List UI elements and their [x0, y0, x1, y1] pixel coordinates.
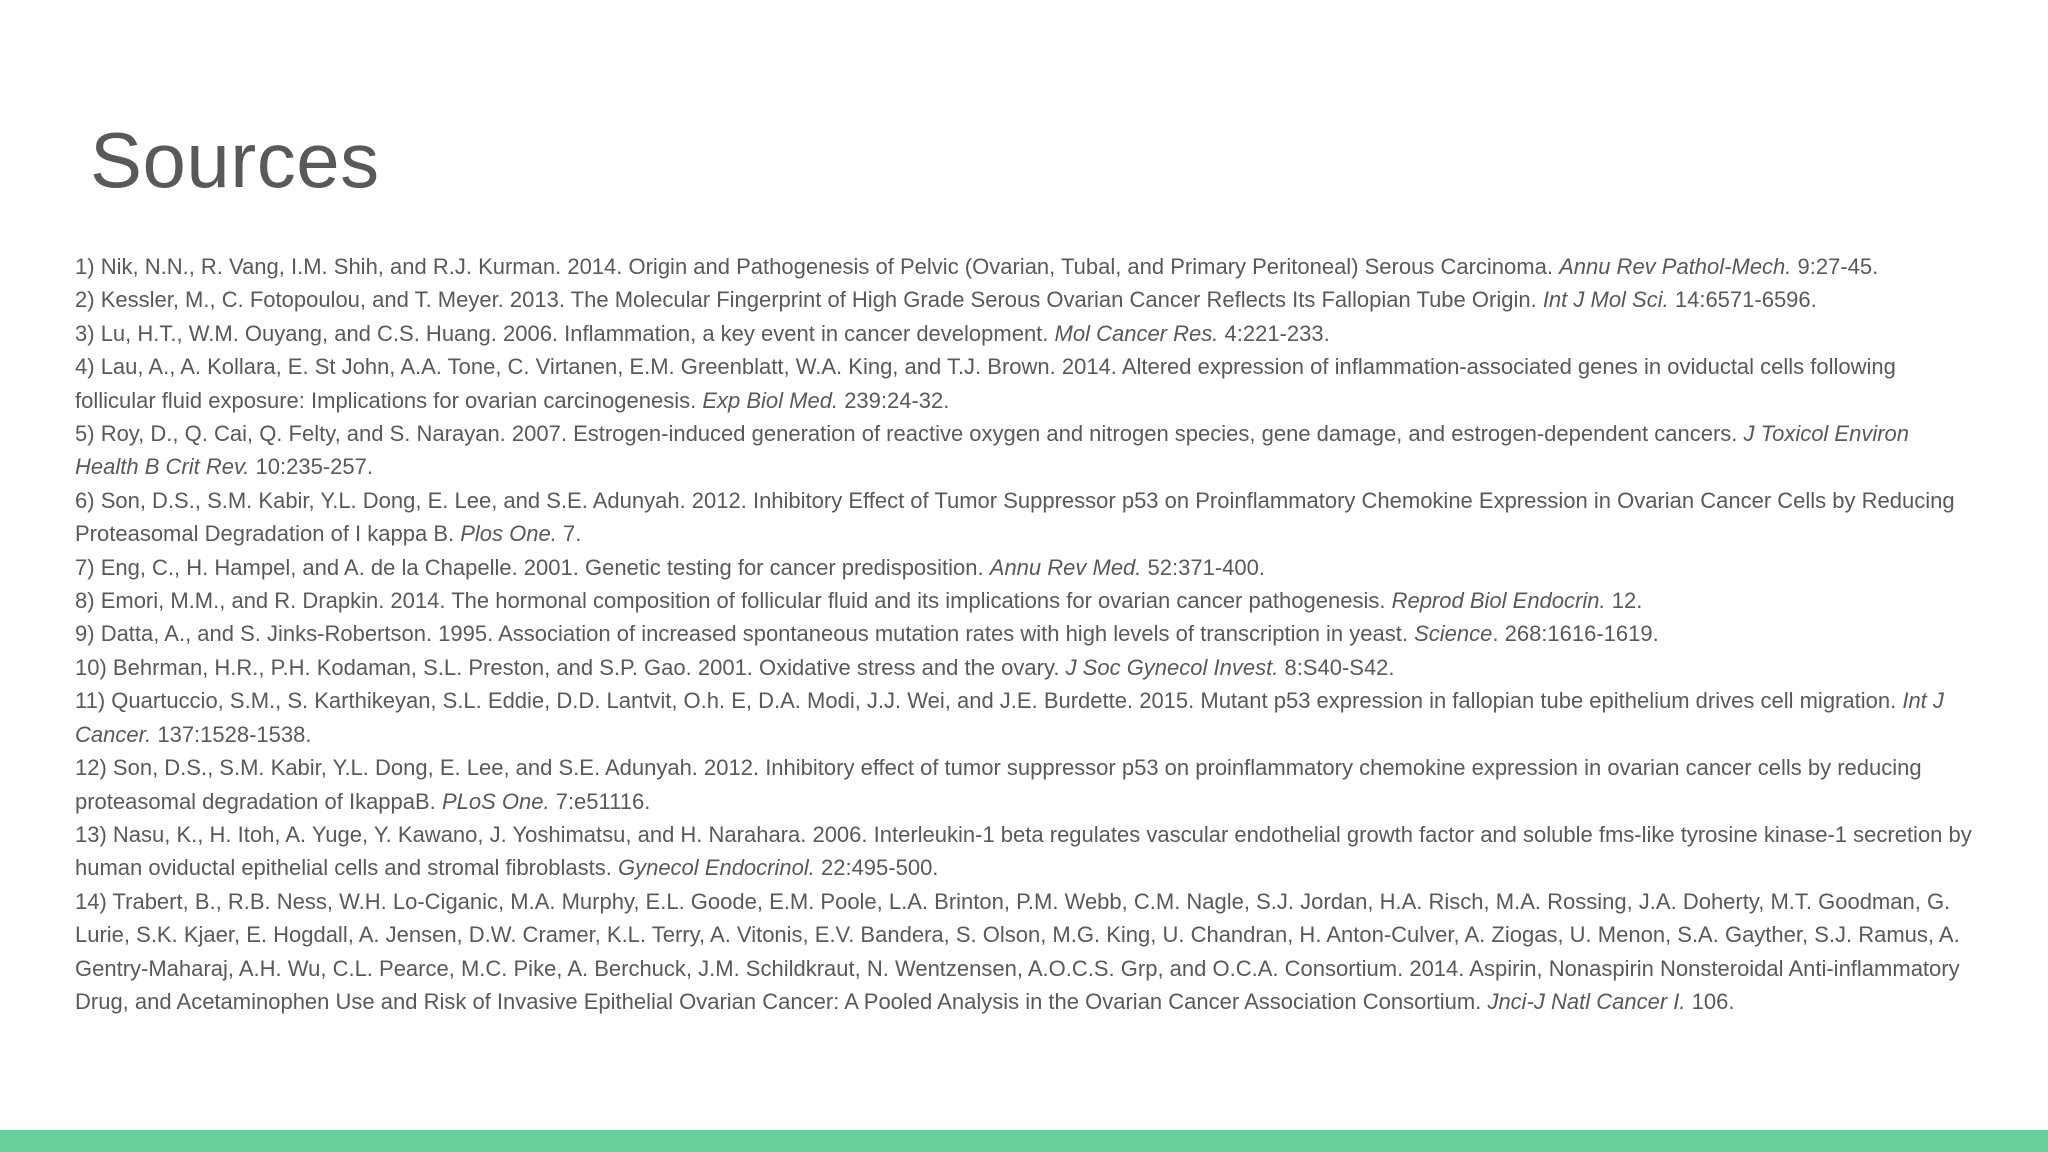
reference-citation: Kessler, M., C. Fotopoulou, and T. Meyer. 2013. The Molecular Fingerprint of High Grade Serous Ovarian Cancer Reflects Its Fallopian Tube Origin. — [100, 287, 1537, 313]
reference-volume-pages: 8:S40-S42. — [1284, 654, 1395, 680]
reference-journal: Gynecol Endocrinol. — [617, 855, 815, 881]
reference-item — [75, 751, 1975, 818]
reference-volume-pages: 4:221-233. — [1224, 320, 1330, 346]
reference-item — [75, 617, 1975, 650]
reference-journal: Annu Rev Pathol-Mech. — [1559, 254, 1792, 279]
page-title: Sources — [90, 116, 380, 204]
reference-journal: Plos One. — [460, 521, 557, 547]
reference-number: 1) — [75, 254, 95, 279]
reference-citation: Lau, A., A. Kollara, E. St John, A.A. Tone, C. Virtanen, E.M. Greenblatt, W.A. King, and T.J. Brown. 2014. Altered expression of inflammation-associated genes in oviductal cells following follicular fluid exposure: Implications for ovarian carcinogenesis. — [75, 354, 1896, 413]
reference-item — [75, 818, 1975, 885]
reference-item — [75, 317, 1975, 350]
reference-list — [75, 250, 1975, 1018]
footer-accent-bar — [0, 1130, 2048, 1152]
reference-item — [75, 350, 1975, 417]
reference-citation: Son, D.S., S.M. Kabir, Y.L. Dong, E. Lee, and S.E. Adunyah. 2012. Inhibitory effect of tumor suppressor p53 on proinflammatory chemokine expression in ovarian cancer cells by reducing proteasomal degradation of IkappaB. — [75, 755, 1922, 814]
reference-volume-pages: 106. — [1691, 988, 1735, 1014]
reference-item — [75, 250, 1975, 283]
reference-citation: Behrman, H.R., P.H. Kodaman, S.L. Preston, and S.P. Gao. 2001. Oxidative stress and the ovary. — [112, 654, 1060, 680]
reference-item — [75, 651, 1975, 684]
reference-item — [75, 885, 1975, 1019]
reference-item — [75, 484, 1975, 551]
reference-journal: J Soc Gynecol Invest. — [1065, 654, 1279, 680]
reference-volume-pages: 10:235-257. — [255, 454, 373, 480]
reference-number: 7) — [75, 554, 95, 580]
reference-volume-pages: 14:6571-6596. — [1674, 287, 1817, 313]
reference-number: 14) — [75, 888, 107, 914]
reference-citation: Trabert, B., R.B. Ness, W.H. Lo-Ciganic, M.A. Murphy, E.L. Goode, E.M. Poole, L.A. Brinton, P.M. Webb, C.M. Nagle, S.J. Jordan, H.A. Risch, M.A. Rossing, J.A. Doherty, M.T. Goodman, G. Lurie, S.K. Kjaer, E. Hogdall, A. Jensen, D.W. Cramer, K.L. Terry, A. Vitonis, E.V. Bandera, S. Olson, M.G. King, U. Chandran, H. Anton-Culver, A. Ziogas, U. Menon, S.A. Gayther, S.J. Ramus, A. Gentry-Maharaj, A.H. Wu, C.L. Pearce, M.C. Pike, A. Berchuck, J.M. Schildkraut, N. Wentzensen, A.O.C.S. Grp, and O.C.A. Consortium. 2014. Aspirin, Nonaspirin Nonsteroidal Anti-inflammatory Drug, and Acetaminophen Use and Risk of Invasive Epithelial Ovarian Cancer: A Pooled Analysis in the Ovarian Cancer Association Consortium. — [75, 888, 1960, 1014]
reference-item — [75, 584, 1975, 617]
reference-number: 6) — [75, 487, 95, 513]
reference-number: 11) — [75, 688, 106, 714]
reference-number: 4) — [75, 354, 95, 380]
reference-journal: J Toxicol Environ Health B Crit Rev. — [75, 421, 1910, 480]
reference-volume-pages: 137:1528-1538. — [157, 721, 312, 747]
reference-journal: PLoS One. — [441, 788, 550, 814]
reference-citation: Nasu, K., H. Itoh, A. Yuge, Y. Kawano, J. Yoshimatsu, and H. Narahara. 2006. Interleukin-1 beta regulates vascular endothelial growth factor and soluble fms-like tyrosine kinase-1 secretion by human oviductal epithelial cells and stromal fibroblasts. — [75, 821, 1972, 881]
reference-journal: Annu Rev Med. — [989, 554, 1142, 580]
reference-citation: Son, D.S., S.M. Kabir, Y.L. Dong, E. Lee, and S.E. Adunyah. 2012. Inhibitory Effect of Tumor Suppressor p53 on Proinflammatory Chemokine Expression in Ovarian Cancer Cells by Reducing Proteasomal Degradation of I kappa B. — [75, 487, 1955, 547]
reference-number: 5) — [75, 421, 95, 447]
reference-item — [75, 283, 1975, 316]
reference-item — [75, 417, 1975, 484]
reference-volume-pages: 9:27-45. — [1797, 254, 1879, 279]
reference-volume-pages: 7. — [562, 521, 582, 547]
reference-item — [75, 684, 1975, 751]
reference-journal: Int J Mol Sci. — [1542, 287, 1669, 313]
reference-volume-pages: 239:24-32. — [844, 387, 950, 413]
reference-number: 9) — [75, 621, 95, 647]
reference-volume-pages: 12. — [1611, 588, 1643, 614]
reference-number: 2) — [75, 287, 95, 313]
reference-number: 12) — [75, 755, 107, 781]
reference-citation: Lu, H.T., W.M. Ouyang, and C.S. Huang. 2006. Inflammation, a key event in cancer development. — [100, 320, 1049, 346]
reference-number: 3) — [75, 320, 95, 346]
reference-number: 8) — [75, 588, 95, 614]
reference-volume-pages: 7:e51116. — [555, 788, 651, 814]
reference-journal: Jnci-J Natl Cancer I. — [1487, 988, 1686, 1014]
reference-number: 13) — [75, 821, 107, 847]
reference-volume-pages: 22:495-500. — [820, 855, 939, 881]
reference-journal: Reprod Biol Endocrin. — [1391, 588, 1606, 614]
reference-citation: Roy, D., Q. Cai, Q. Felty, and S. Narayan. 2007. Estrogen-induced generation of reactive oxygen and nitrogen species, gene damage, and estrogen-dependent cancers. — [100, 421, 1738, 447]
reference-citation: Quartuccio, S.M., S. Karthikeyan, S.L. Eddie, D.D. Lantvit, O.h. E, D.A. Modi, J.J. Wei, and J.E. Burdette. 2015. Mutant p53 expression in fallopian tube epithelium drives cell migration. — [111, 688, 1897, 714]
reference-journal: Exp Biol Med. — [702, 387, 839, 413]
reference-number: 10) — [75, 654, 107, 680]
reference-journal: Mol Cancer Res. — [1054, 320, 1219, 346]
reference-citation: Emori, M.M., and R. Drapkin. 2014. The hormonal composition of follicular fluid and its implications for ovarian cancer pathogenesis. — [100, 588, 1386, 614]
reference-journal: Science — [1414, 621, 1493, 647]
reference-journal: Int J Cancer. — [75, 688, 1944, 747]
reference-citation: Eng, C., H. Hampel, and A. de la Chapelle. 2001. Genetic testing for cancer predisposition. — [100, 554, 984, 580]
reference-volume-pages: . 268:1616-1619. — [1492, 621, 1659, 647]
reference-citation: Nik, N.N., R. Vang, I.M. Shih, and R.J. Kurman. 2014. Origin and Pathogenesis of Pelvic (Ovarian, Tubal, and Primary Peritoneal) Serous Carcinoma. — [100, 254, 1553, 279]
reference-item — [75, 551, 1975, 584]
reference-citation: Datta, A., and S. Jinks-Robertson. 1995. Association of increased spontaneous mutation rates with high levels of transcription in yeast. — [100, 621, 1408, 647]
reference-volume-pages: 52:371-400. — [1147, 554, 1265, 580]
